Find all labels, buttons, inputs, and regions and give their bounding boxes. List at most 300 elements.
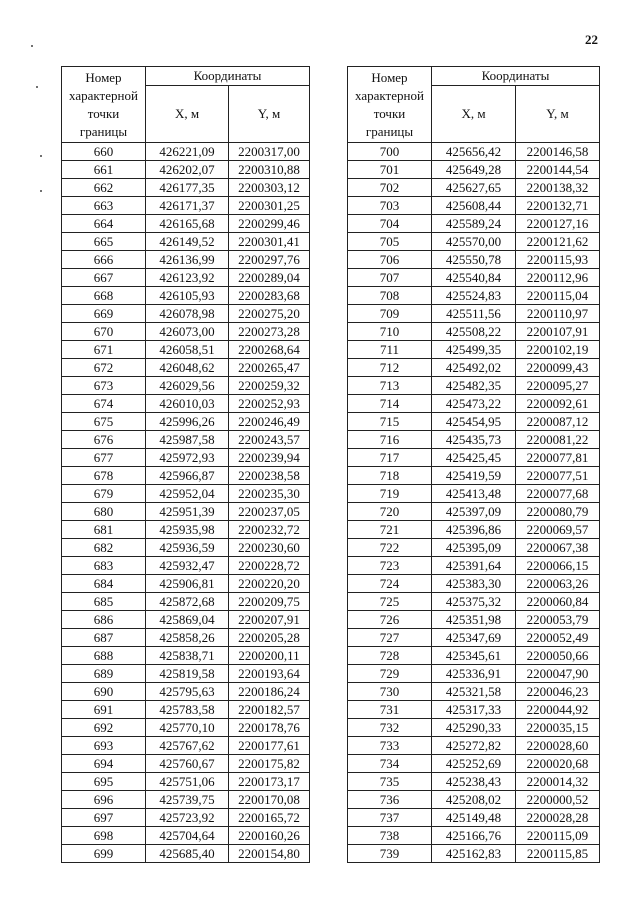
x-coordinate-cell: 426149,52 (146, 233, 229, 251)
y-coordinate-cell: 2200028,28 (516, 809, 600, 827)
point-number-cell: 684 (62, 575, 146, 593)
table-row (348, 431, 600, 449)
y-coordinate-cell: 2200186,24 (229, 683, 310, 701)
x-coordinate-cell: 425550,78 (432, 251, 516, 269)
table-row (62, 521, 310, 539)
y-coordinate-cell: 2200053,79 (516, 611, 600, 629)
x-coordinate-cell: 425391,64 (432, 557, 516, 575)
point-number-cell: 712 (348, 359, 432, 377)
point-number-cell: 702 (348, 179, 432, 197)
table-row (348, 269, 600, 287)
table-row (62, 611, 310, 629)
point-number-cell: 671 (62, 341, 146, 359)
point-number-cell: 697 (62, 809, 146, 827)
y-header: Y, м (229, 86, 310, 143)
x-coordinate-cell: 426078,98 (146, 305, 229, 323)
y-coordinate-cell: 2200230,60 (229, 539, 310, 557)
y-coordinate-cell: 2200138,32 (516, 179, 600, 197)
x-coordinate-cell: 426105,93 (146, 287, 229, 305)
y-coordinate-cell: 2200127,16 (516, 215, 600, 233)
table-row (62, 791, 310, 809)
table-row (62, 575, 310, 593)
y-coordinate-cell: 2200243,57 (229, 431, 310, 449)
x-header: X, м (432, 86, 516, 143)
point-number-cell: 672 (62, 359, 146, 377)
point-number-cell: 713 (348, 377, 432, 395)
point-number-cell: 732 (348, 719, 432, 737)
y-coordinate-cell: 2200081,22 (516, 431, 600, 449)
table-row (348, 179, 600, 197)
point-number-cell: 700 (348, 143, 432, 161)
y-coordinate-cell: 2200092,61 (516, 395, 600, 413)
point-number-cell: 693 (62, 737, 146, 755)
point-number-cell: 669 (62, 305, 146, 323)
x-coordinate-cell: 425770,10 (146, 719, 229, 737)
x-coordinate-cell: 425317,33 (432, 701, 516, 719)
y-coordinate-cell: 2200115,85 (516, 845, 600, 863)
y-coordinate-cell: 2200110,97 (516, 305, 600, 323)
y-coordinate-cell: 2200265,47 (229, 359, 310, 377)
y-coordinate-cell: 2200259,32 (229, 377, 310, 395)
point-number-cell: 682 (62, 539, 146, 557)
table-row (62, 323, 310, 341)
table-row (62, 665, 310, 683)
y-coordinate-cell: 2200207,91 (229, 611, 310, 629)
table-row (348, 755, 600, 773)
point-number-cell: 686 (62, 611, 146, 629)
x-coordinate-cell: 425395,09 (432, 539, 516, 557)
table-row (348, 485, 600, 503)
x-coordinate-cell: 425656,42 (432, 143, 516, 161)
x-coordinate-cell: 425819,58 (146, 665, 229, 683)
x-coordinate-cell: 425162,83 (432, 845, 516, 863)
table-row (62, 359, 310, 377)
table-row (348, 665, 600, 683)
table-row (348, 323, 600, 341)
coordinates-table-right (347, 66, 600, 863)
point-number-cell: 705 (348, 233, 432, 251)
table-row (62, 377, 310, 395)
point-number-header: Номер характерной точки границы (348, 67, 432, 143)
point-number-cell: 707 (348, 269, 432, 287)
table-row (62, 179, 310, 197)
table-row (348, 647, 600, 665)
table-row (348, 251, 600, 269)
y-coordinate-cell: 2200121,62 (516, 233, 600, 251)
x-coordinate-cell: 425396,86 (432, 521, 516, 539)
point-number-cell: 737 (348, 809, 432, 827)
table-row (348, 197, 600, 215)
y-coordinate-cell: 2200246,49 (229, 413, 310, 431)
table-row (62, 143, 310, 161)
x-coordinate-cell: 425290,33 (432, 719, 516, 737)
y-coordinate-cell: 2200066,15 (516, 557, 600, 575)
point-number-cell: 738 (348, 827, 432, 845)
point-number-cell: 696 (62, 791, 146, 809)
y-coordinate-cell: 2200177,61 (229, 737, 310, 755)
x-coordinate-cell: 425906,81 (146, 575, 229, 593)
point-number-cell: 703 (348, 197, 432, 215)
y-coordinate-cell: 2200299,46 (229, 215, 310, 233)
y-coordinate-cell: 2200275,20 (229, 305, 310, 323)
x-coordinate-cell: 426221,09 (146, 143, 229, 161)
x-coordinate-cell: 426073,00 (146, 323, 229, 341)
table-row (62, 539, 310, 557)
table-row (348, 413, 600, 431)
point-number-cell: 699 (62, 845, 146, 863)
x-coordinate-cell: 426165,68 (146, 215, 229, 233)
y-coordinate-cell: 2200087,12 (516, 413, 600, 431)
point-number-cell: 665 (62, 233, 146, 251)
point-number-cell: 683 (62, 557, 146, 575)
table-row (62, 773, 310, 791)
table-row (62, 413, 310, 431)
x-coordinate-cell: 425351,98 (432, 611, 516, 629)
x-coordinate-cell: 425936,59 (146, 539, 229, 557)
point-number-cell: 728 (348, 647, 432, 665)
x-coordinate-cell: 425972,93 (146, 449, 229, 467)
point-number-cell: 725 (348, 593, 432, 611)
point-number-cell: 674 (62, 395, 146, 413)
x-coordinate-cell: 425627,65 (432, 179, 516, 197)
point-number-cell: 666 (62, 251, 146, 269)
point-number-cell: 694 (62, 755, 146, 773)
point-number-cell: 706 (348, 251, 432, 269)
y-coordinate-cell: 2200077,81 (516, 449, 600, 467)
table-row (348, 503, 600, 521)
x-coordinate-cell: 425524,83 (432, 287, 516, 305)
y-coordinate-cell: 2200095,27 (516, 377, 600, 395)
x-coordinate-cell: 425238,43 (432, 773, 516, 791)
y-coordinate-cell: 2200000,52 (516, 791, 600, 809)
y-coordinate-cell: 2200069,57 (516, 521, 600, 539)
point-number-cell: 676 (62, 431, 146, 449)
x-coordinate-cell: 425508,22 (432, 323, 516, 341)
x-coordinate-cell: 425751,06 (146, 773, 229, 791)
x-coordinate-cell: 425425,45 (432, 449, 516, 467)
x-coordinate-cell: 425739,75 (146, 791, 229, 809)
y-coordinate-cell: 2200283,68 (229, 287, 310, 305)
point-number-cell: 715 (348, 413, 432, 431)
table-row (348, 449, 600, 467)
point-number-cell: 739 (348, 845, 432, 863)
table-row (348, 611, 600, 629)
x-coordinate-cell: 425608,44 (432, 197, 516, 215)
y-coordinate-cell: 2200200,11 (229, 647, 310, 665)
x-coordinate-cell: 425166,76 (432, 827, 516, 845)
x-header: X, м (146, 86, 229, 143)
x-coordinate-cell: 425966,87 (146, 467, 229, 485)
x-coordinate-cell: 426029,56 (146, 377, 229, 395)
table-row (62, 449, 310, 467)
point-number-cell: 730 (348, 683, 432, 701)
x-coordinate-cell: 425252,69 (432, 755, 516, 773)
y-coordinate-cell: 2200173,17 (229, 773, 310, 791)
point-number-cell: 735 (348, 773, 432, 791)
x-coordinate-cell: 425473,22 (432, 395, 516, 413)
x-coordinate-cell: 425492,02 (432, 359, 516, 377)
point-number-cell: 714 (348, 395, 432, 413)
x-coordinate-cell: 426010,03 (146, 395, 229, 413)
table-row (348, 683, 600, 701)
table-row (62, 593, 310, 611)
x-coordinate-cell: 425858,26 (146, 629, 229, 647)
y-coordinate-cell: 2200102,19 (516, 341, 600, 359)
y-coordinate-cell: 2200193,64 (229, 665, 310, 683)
table-row (348, 809, 600, 827)
y-coordinate-cell: 2200146,58 (516, 143, 600, 161)
table-row (62, 269, 310, 287)
x-coordinate-cell: 425413,48 (432, 485, 516, 503)
y-coordinate-cell: 2200046,23 (516, 683, 600, 701)
table-row (348, 143, 600, 161)
table-row (62, 629, 310, 647)
x-coordinate-cell: 425932,47 (146, 557, 229, 575)
x-coordinate-cell: 425454,95 (432, 413, 516, 431)
point-number-cell: 668 (62, 287, 146, 305)
y-coordinate-cell: 2200268,64 (229, 341, 310, 359)
table-row (348, 629, 600, 647)
y-coordinate-cell: 2200077,51 (516, 467, 600, 485)
table-row (62, 287, 310, 305)
point-number-cell: 664 (62, 215, 146, 233)
table-row (348, 845, 600, 863)
y-coordinate-cell: 2200160,26 (229, 827, 310, 845)
x-coordinate-cell: 425872,68 (146, 593, 229, 611)
point-number-cell: 723 (348, 557, 432, 575)
x-coordinate-cell: 425783,58 (146, 701, 229, 719)
point-number-cell: 731 (348, 701, 432, 719)
table-row (348, 305, 600, 323)
point-number-cell: 704 (348, 215, 432, 233)
x-coordinate-cell: 425951,39 (146, 503, 229, 521)
table-row (348, 287, 600, 305)
point-number-cell: 677 (62, 449, 146, 467)
table-row (62, 431, 310, 449)
scan-mark (40, 155, 42, 157)
point-number-cell: 733 (348, 737, 432, 755)
x-coordinate-cell: 425347,69 (432, 629, 516, 647)
y-coordinate-cell: 2200080,79 (516, 503, 600, 521)
table-row (62, 683, 310, 701)
y-coordinate-cell: 2200235,30 (229, 485, 310, 503)
table-row (348, 215, 600, 233)
table-row (348, 341, 600, 359)
x-coordinate-cell: 425272,82 (432, 737, 516, 755)
x-coordinate-cell: 425375,32 (432, 593, 516, 611)
y-coordinate-cell: 2200112,96 (516, 269, 600, 287)
point-number-cell: 687 (62, 629, 146, 647)
x-coordinate-cell: 425149,48 (432, 809, 516, 827)
table-row (348, 521, 600, 539)
y-coordinate-cell: 2200107,91 (516, 323, 600, 341)
x-coordinate-cell: 425336,91 (432, 665, 516, 683)
x-coordinate-cell: 425345,61 (432, 647, 516, 665)
x-coordinate-cell: 425208,02 (432, 791, 516, 809)
y-coordinate-cell: 2200237,05 (229, 503, 310, 521)
x-coordinate-cell: 426171,37 (146, 197, 229, 215)
point-number-cell: 722 (348, 539, 432, 557)
y-coordinate-cell: 2200252,93 (229, 395, 310, 413)
table-row (62, 395, 310, 413)
y-coordinate-cell: 2200205,28 (229, 629, 310, 647)
y-coordinate-cell: 2200310,88 (229, 161, 310, 179)
table-row (62, 161, 310, 179)
point-number-cell: 663 (62, 197, 146, 215)
y-coordinate-cell: 2200050,66 (516, 647, 600, 665)
point-number-cell: 661 (62, 161, 146, 179)
point-number-cell: 662 (62, 179, 146, 197)
y-coordinate-cell: 2200077,68 (516, 485, 600, 503)
table-row (62, 755, 310, 773)
y-coordinate-cell: 2200154,80 (229, 845, 310, 863)
x-coordinate-cell: 425767,62 (146, 737, 229, 755)
x-coordinate-cell: 425482,35 (432, 377, 516, 395)
table-row (348, 791, 600, 809)
y-coordinate-cell: 2200301,41 (229, 233, 310, 251)
y-coordinate-cell: 2200297,76 (229, 251, 310, 269)
table-row (62, 827, 310, 845)
x-coordinate-cell: 425397,09 (432, 503, 516, 521)
table-row (348, 719, 600, 737)
point-number-cell: 691 (62, 701, 146, 719)
y-coordinate-cell: 2200067,38 (516, 539, 600, 557)
point-number-cell: 680 (62, 503, 146, 521)
table-row (62, 197, 310, 215)
point-number-cell: 711 (348, 341, 432, 359)
y-coordinate-cell: 2200028,60 (516, 737, 600, 755)
table-row (348, 557, 600, 575)
point-number-cell: 734 (348, 755, 432, 773)
x-coordinate-cell: 426123,92 (146, 269, 229, 287)
y-coordinate-cell: 2200289,04 (229, 269, 310, 287)
table-row (62, 719, 310, 737)
coordinates-table-left (61, 66, 310, 863)
point-number-cell: 688 (62, 647, 146, 665)
table-row (62, 701, 310, 719)
x-coordinate-cell: 425435,73 (432, 431, 516, 449)
table-row (62, 647, 310, 665)
coordinates-header: Координаты (432, 67, 600, 86)
y-coordinate-cell: 2200239,94 (229, 449, 310, 467)
y-coordinate-cell: 2200060,84 (516, 593, 600, 611)
point-number-header: Номер характерной точки границы (62, 67, 146, 143)
y-coordinate-cell: 2200035,15 (516, 719, 600, 737)
x-coordinate-cell: 426048,62 (146, 359, 229, 377)
point-number-cell: 673 (62, 377, 146, 395)
x-coordinate-cell: 425419,59 (432, 467, 516, 485)
point-number-cell: 660 (62, 143, 146, 161)
table-row (62, 503, 310, 521)
point-number-cell: 689 (62, 665, 146, 683)
scan-mark (31, 45, 33, 47)
table-row (348, 377, 600, 395)
x-coordinate-cell: 425952,04 (146, 485, 229, 503)
x-coordinate-cell: 426202,07 (146, 161, 229, 179)
y-coordinate-cell: 2200273,28 (229, 323, 310, 341)
point-number-cell: 716 (348, 431, 432, 449)
table-row (62, 251, 310, 269)
table-row (62, 485, 310, 503)
table-row (62, 845, 310, 863)
x-coordinate-cell: 425321,58 (432, 683, 516, 701)
table-row (348, 773, 600, 791)
x-coordinate-cell: 425996,26 (146, 413, 229, 431)
page-number: 22 (585, 32, 598, 47)
table-row (348, 827, 600, 845)
x-coordinate-cell: 426058,51 (146, 341, 229, 359)
y-coordinate-cell: 2200144,54 (516, 161, 600, 179)
y-coordinate-cell: 2200115,09 (516, 827, 600, 845)
y-coordinate-cell: 2200232,72 (229, 521, 310, 539)
coordinates-header: Координаты (146, 67, 310, 86)
table-row (348, 359, 600, 377)
y-coordinate-cell: 2200178,76 (229, 719, 310, 737)
y-coordinate-cell: 2200014,32 (516, 773, 600, 791)
x-coordinate-cell: 425795,63 (146, 683, 229, 701)
point-number-cell: 679 (62, 485, 146, 503)
point-number-cell: 708 (348, 287, 432, 305)
table-row (348, 701, 600, 719)
point-number-cell: 729 (348, 665, 432, 683)
point-number-cell: 692 (62, 719, 146, 737)
table-row (348, 467, 600, 485)
x-coordinate-cell: 425723,92 (146, 809, 229, 827)
table-row (62, 233, 310, 251)
point-number-cell: 718 (348, 467, 432, 485)
table-row (62, 557, 310, 575)
point-number-cell: 719 (348, 485, 432, 503)
x-coordinate-cell: 425838,71 (146, 647, 229, 665)
x-coordinate-cell: 425987,58 (146, 431, 229, 449)
point-number-cell: 726 (348, 611, 432, 629)
y-coordinate-cell: 2200165,72 (229, 809, 310, 827)
scan-mark (36, 86, 38, 88)
table-row (348, 233, 600, 251)
point-number-cell: 698 (62, 827, 146, 845)
table-row (62, 737, 310, 755)
point-number-cell: 727 (348, 629, 432, 647)
y-coordinate-cell: 2200099,43 (516, 359, 600, 377)
point-number-cell: 681 (62, 521, 146, 539)
scan-mark (40, 190, 42, 192)
y-coordinate-cell: 2200115,93 (516, 251, 600, 269)
point-number-cell: 724 (348, 575, 432, 593)
x-coordinate-cell: 425383,30 (432, 575, 516, 593)
x-coordinate-cell: 425589,24 (432, 215, 516, 233)
table-row (62, 305, 310, 323)
point-number-cell: 678 (62, 467, 146, 485)
y-coordinate-cell: 2200209,75 (229, 593, 310, 611)
point-number-cell: 695 (62, 773, 146, 791)
y-coordinate-cell: 2200228,72 (229, 557, 310, 575)
y-coordinate-cell: 2200132,71 (516, 197, 600, 215)
table-row (348, 395, 600, 413)
y-coordinate-cell: 2200301,25 (229, 197, 310, 215)
x-coordinate-cell: 425499,35 (432, 341, 516, 359)
x-coordinate-cell: 425760,67 (146, 755, 229, 773)
table-row (62, 215, 310, 233)
point-number-cell: 685 (62, 593, 146, 611)
table-row (62, 809, 310, 827)
point-number-cell: 720 (348, 503, 432, 521)
y-coordinate-cell: 2200047,90 (516, 665, 600, 683)
y-coordinate-cell: 2200238,58 (229, 467, 310, 485)
y-coordinate-cell: 2200052,49 (516, 629, 600, 647)
y-header: Y, м (516, 86, 600, 143)
y-coordinate-cell: 2200020,68 (516, 755, 600, 773)
x-coordinate-cell: 425869,04 (146, 611, 229, 629)
